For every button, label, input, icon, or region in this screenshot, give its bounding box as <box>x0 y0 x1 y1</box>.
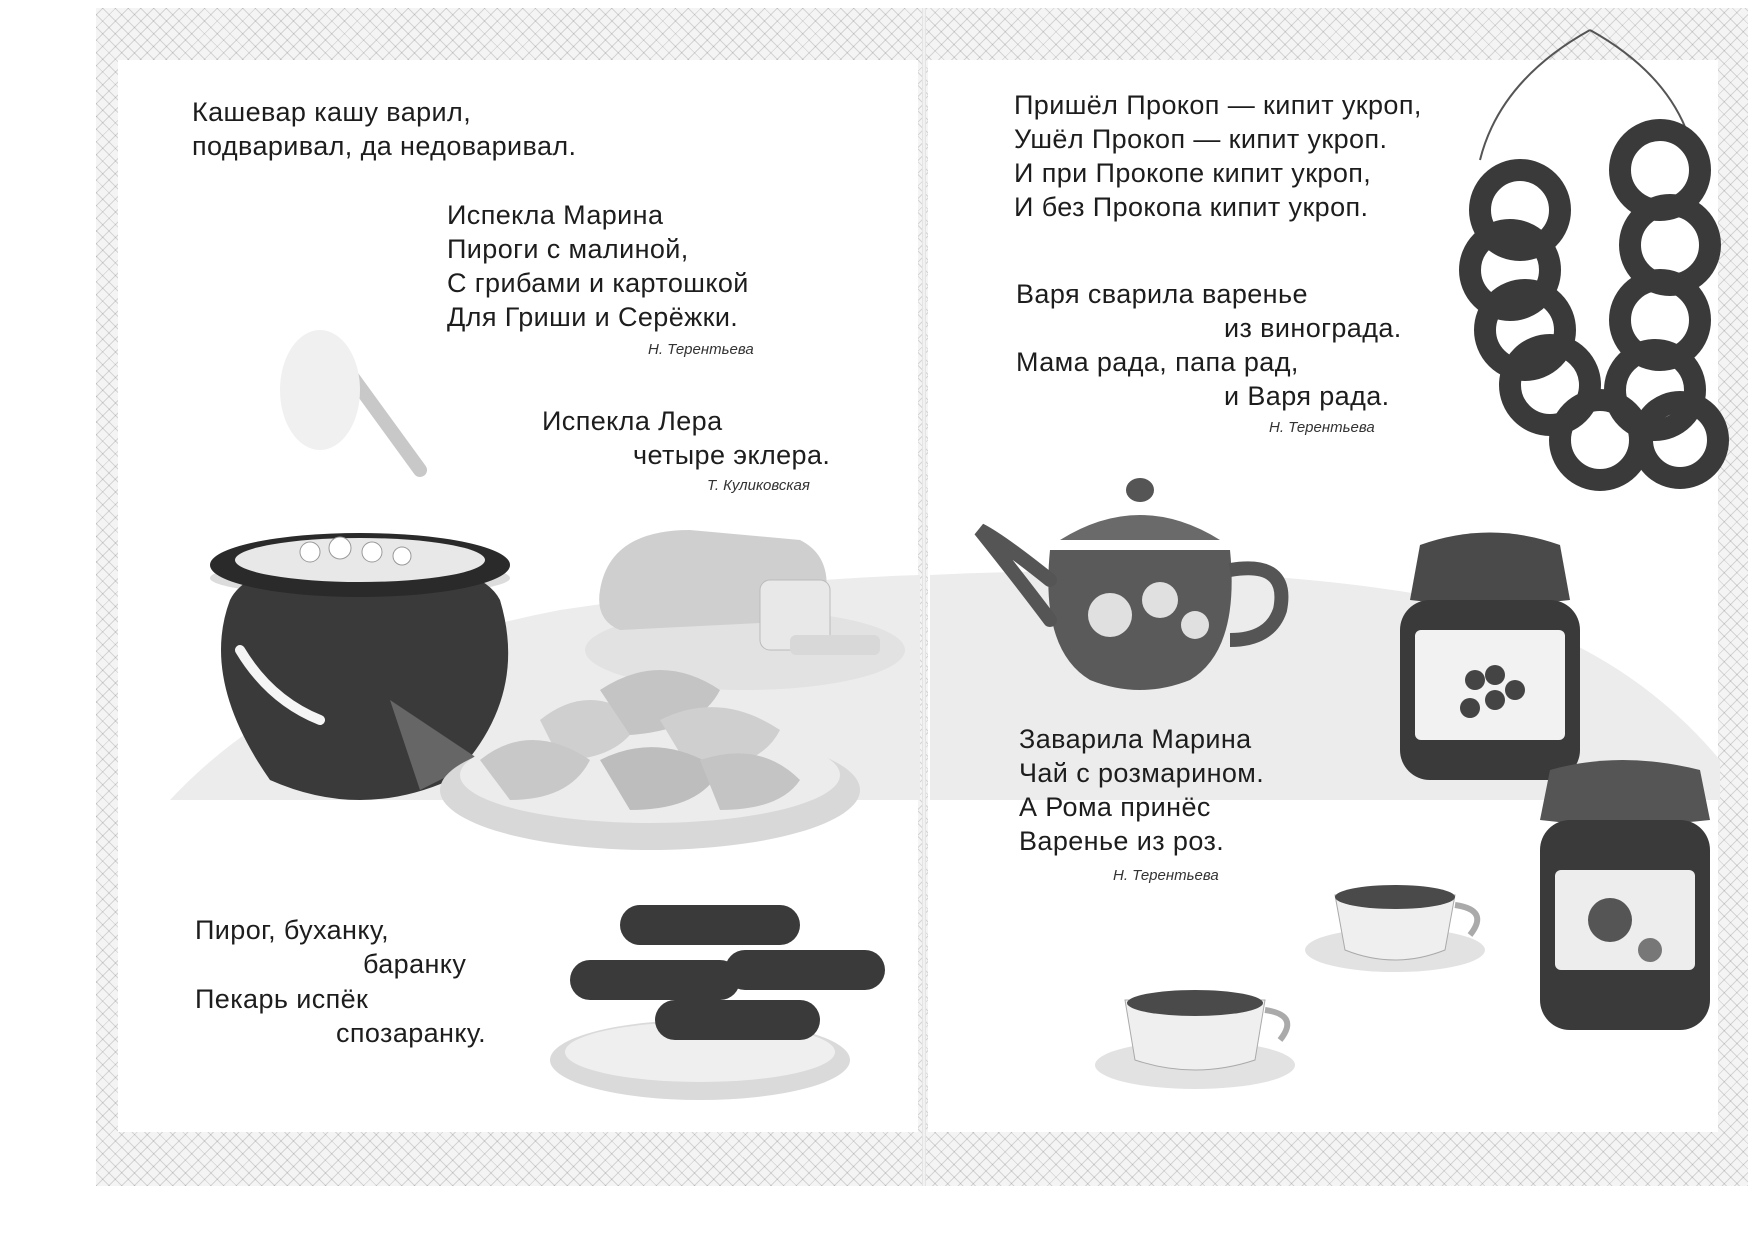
right-poem1-line: И без Прокопа кипит укроп. <box>1014 192 1369 222</box>
porridge-pot-icon <box>210 330 510 800</box>
eclairs-plate-icon <box>550 905 885 1100</box>
right-poem3-line: Варенье из роз. <box>1019 826 1225 856</box>
poem1-line: Кашевар кашу варил, <box>192 97 472 127</box>
right-poem2-line: Варя сварила варенье <box>1016 279 1308 309</box>
poem3-line: четыре эклера. <box>633 440 831 470</box>
poem4-line: Пирог, буханку, <box>195 915 389 945</box>
poem2-line: Испекла Марина <box>447 200 664 230</box>
poem2-line: Для Гриши и Серёжки. <box>447 302 739 332</box>
jam-jar-rose-icon <box>1540 760 1710 1030</box>
poem2-author: Н. Терентьева <box>648 341 754 358</box>
right-poem3-line: Заварила Марина <box>1019 724 1252 754</box>
right-poem1-line: Ушёл Прокоп — кипит укроп. <box>1014 124 1388 154</box>
tea-cup-icon <box>1095 885 1485 1089</box>
right-poem3-line: А Рома принёс <box>1019 792 1211 822</box>
poem4-line: баранку <box>363 949 467 979</box>
right-poem1-line: И при Прокопе кипит укроп, <box>1014 158 1372 188</box>
poem3-line: Испекла Лера <box>542 406 723 436</box>
poem2-line: С грибами и картошкой <box>447 268 749 298</box>
poem1-line: подваривал, да недоваривал. <box>192 131 577 161</box>
jam-jar-grapes-icon <box>1400 533 1580 781</box>
poem2-line: Пироги с малиной, <box>447 234 689 264</box>
right-poem2-line: и Варя рада. <box>1224 381 1390 411</box>
right-poem2-author: Н. Терентьева <box>1269 419 1375 436</box>
right-poem3-author: Н. Терентьева <box>1113 867 1219 884</box>
poem4-line: Пекарь испёк <box>195 984 369 1014</box>
right-poem3-line: Чай с розмарином. <box>1019 758 1265 788</box>
poem4-line: спозаранку. <box>336 1018 486 1048</box>
poem3-author: Т. Куликовская <box>707 477 810 494</box>
right-poem2-line: из винограда. <box>1224 313 1402 343</box>
right-poem1-line: Пришёл Прокоп — кипит укроп, <box>1014 90 1422 120</box>
bagel-string-icon <box>1470 30 1718 480</box>
right-poem2-line: Мама рада, папа рад, <box>1016 347 1299 377</box>
